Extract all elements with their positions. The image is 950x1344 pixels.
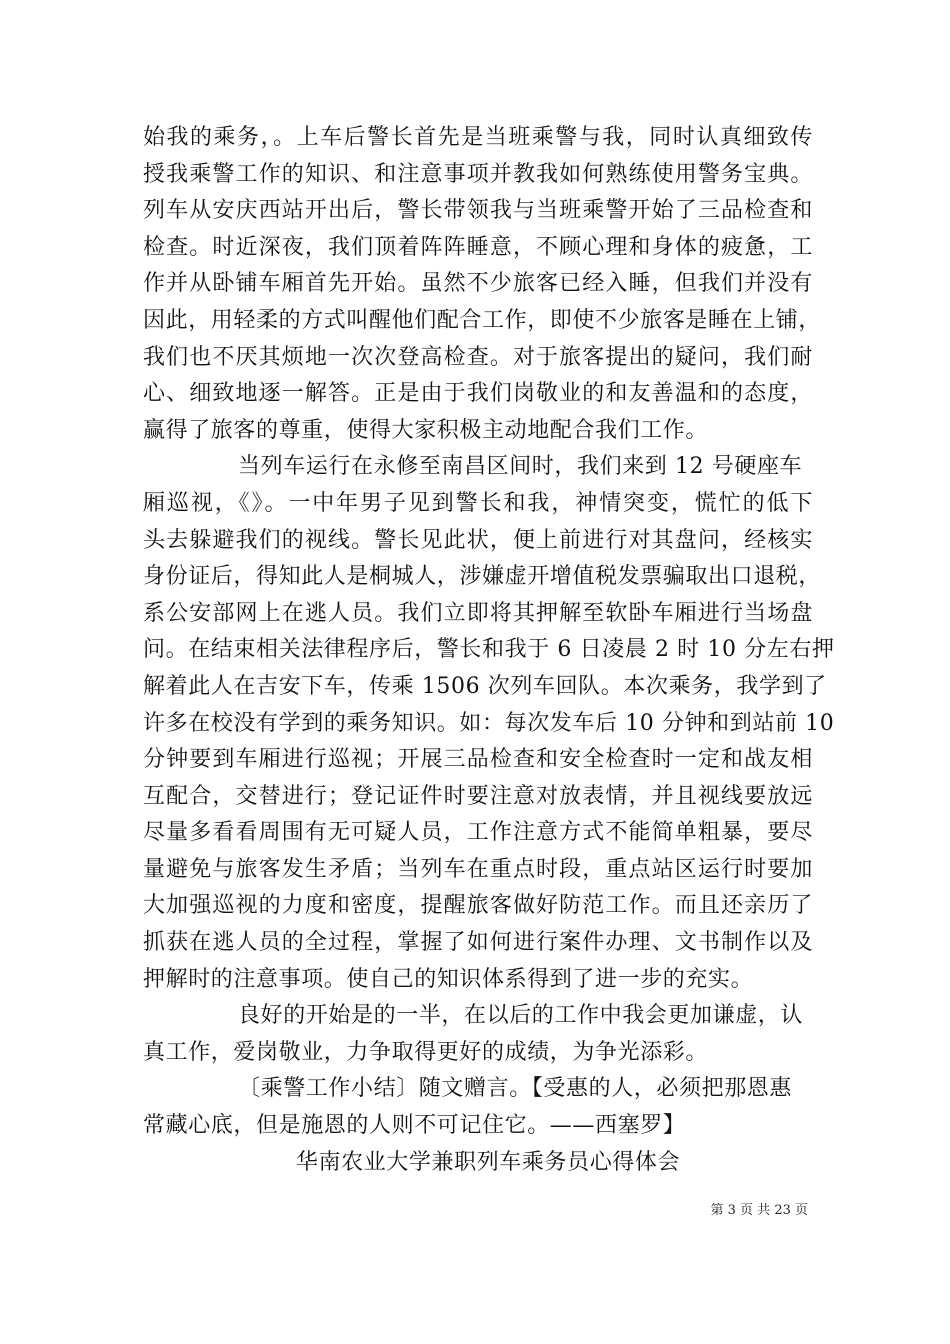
paragraph-line: 问。在结束相关法律程序后，警长和我于 6 日凌晨 2 时 10 分左右押 — [143, 637, 835, 663]
page-number: 第 3 页 共 23 页 — [710, 1203, 808, 1218]
paragraph-line: 尽量多看看周围有无可疑人员，工作注意方式不能简单粗暴，要尽 — [143, 820, 813, 846]
paragraph-line: 抓获在逃人员的全过程，掌握了如何进行案件办理、文书制作以及 — [143, 930, 813, 956]
paragraph-line: 量避免与旅客发生矛盾；当列车在重点时段，重点站区运行时要加 — [143, 856, 813, 882]
paragraph-line: 分钟要到车厢进行巡视；开展三品检查和安全检查时一定和战友相 — [143, 747, 813, 773]
closing-title: 华南农业大学兼职列车乘务员心得体会 — [295, 1149, 681, 1175]
paragraph-line: 列车从安庆西站开出后，警长带领我与当班乘警开始了三品检查和 — [143, 198, 813, 224]
paragraph-line: 始我的乘务，。上车后警长首先是当班乘警与我，同时认真细致传 — [143, 125, 813, 150]
paragraph-line: 检查。时近深夜，我们顶着阵阵睡意，不顾心理和身体的疲惫，工 — [143, 234, 813, 260]
document-body — [143, 120, 835, 1181]
paragraph-line: 解着此人在吉安下车，传乘 1506 次列车回队。本次乘务，我学到了 — [143, 673, 827, 699]
paragraph-line: 授我乘警工作的知识、和注意事项并教我如何熟练使用警务宝典。 — [143, 161, 813, 187]
paragraph-line: 系公安部网上在逃人员。我们立即将其押解至软卧车厢进行当场盘 — [143, 600, 813, 626]
paragraph-line: 许多在校没有学到的乘务知识。如：每次发车后 10 分钟和到站前 10 — [143, 710, 835, 736]
paragraph-line: 心、细致地逐一解答。正是由于我们岗敬业的和友善温和的态度， — [143, 381, 813, 407]
paragraph-line: 身份证后，得知此人是桐城人，涉嫌虚开增值税发票骗取出口退税， — [143, 564, 822, 590]
paragraph-line: 大加强巡视的力度和密度，提醒旅客做好防范工作。而且还亲历了 — [143, 893, 813, 919]
paragraph-line: 厢巡视，《》。一中年男子见到警长和我，神情突变，慌忙的低下 — [143, 490, 813, 516]
paragraph-line: 因此，用轻柔的方式叫醒他们配合工作，即使不少旅客是睡在上铺， — [143, 307, 822, 333]
paragraph-line: 当列车运行在永修至南昌区间时，我们来到 12 号硬座车 — [238, 454, 803, 480]
paragraph-line: 作并从卧铺车厢首先开始。虽然不少旅客已经入睡，但我们并没有 — [143, 271, 813, 297]
paragraph-line: 赢得了旅客的尊重，使得大家积极主动地配合我们工作。 — [143, 417, 709, 443]
paragraph-line: 头去躲避我们的视线。警长见此状，便上前进行对其盘问，经核实 — [143, 527, 813, 553]
paragraph-line: 真工作，爱岗敬业，力争取得更好的成绩，为争光添彩。 — [143, 1039, 709, 1065]
paragraph-line: 〔乘警工作小结〕随文赠言。【受惠的人，必须把那恩惠 — [238, 1076, 793, 1102]
paragraph-line: 常藏心底，但是施恩的人则不可记住它。——西塞罗】 — [143, 1113, 686, 1139]
paragraph-line: 我们也不厌其烦地一次次登高检查。对于旅客提出的疑问，我们耐 — [143, 344, 813, 370]
paragraph-line: 互配合，交替进行；登记证件时要注意对放表情，并且视线要放远 — [143, 783, 813, 809]
paragraph-line: 良好的开始是的一半，在以后的工作中我会更加谦虚，认 — [238, 1003, 804, 1029]
paragraph-line: 押解时的注意事项。使自己的知识体系得到了进一步的充实。 — [143, 966, 754, 992]
